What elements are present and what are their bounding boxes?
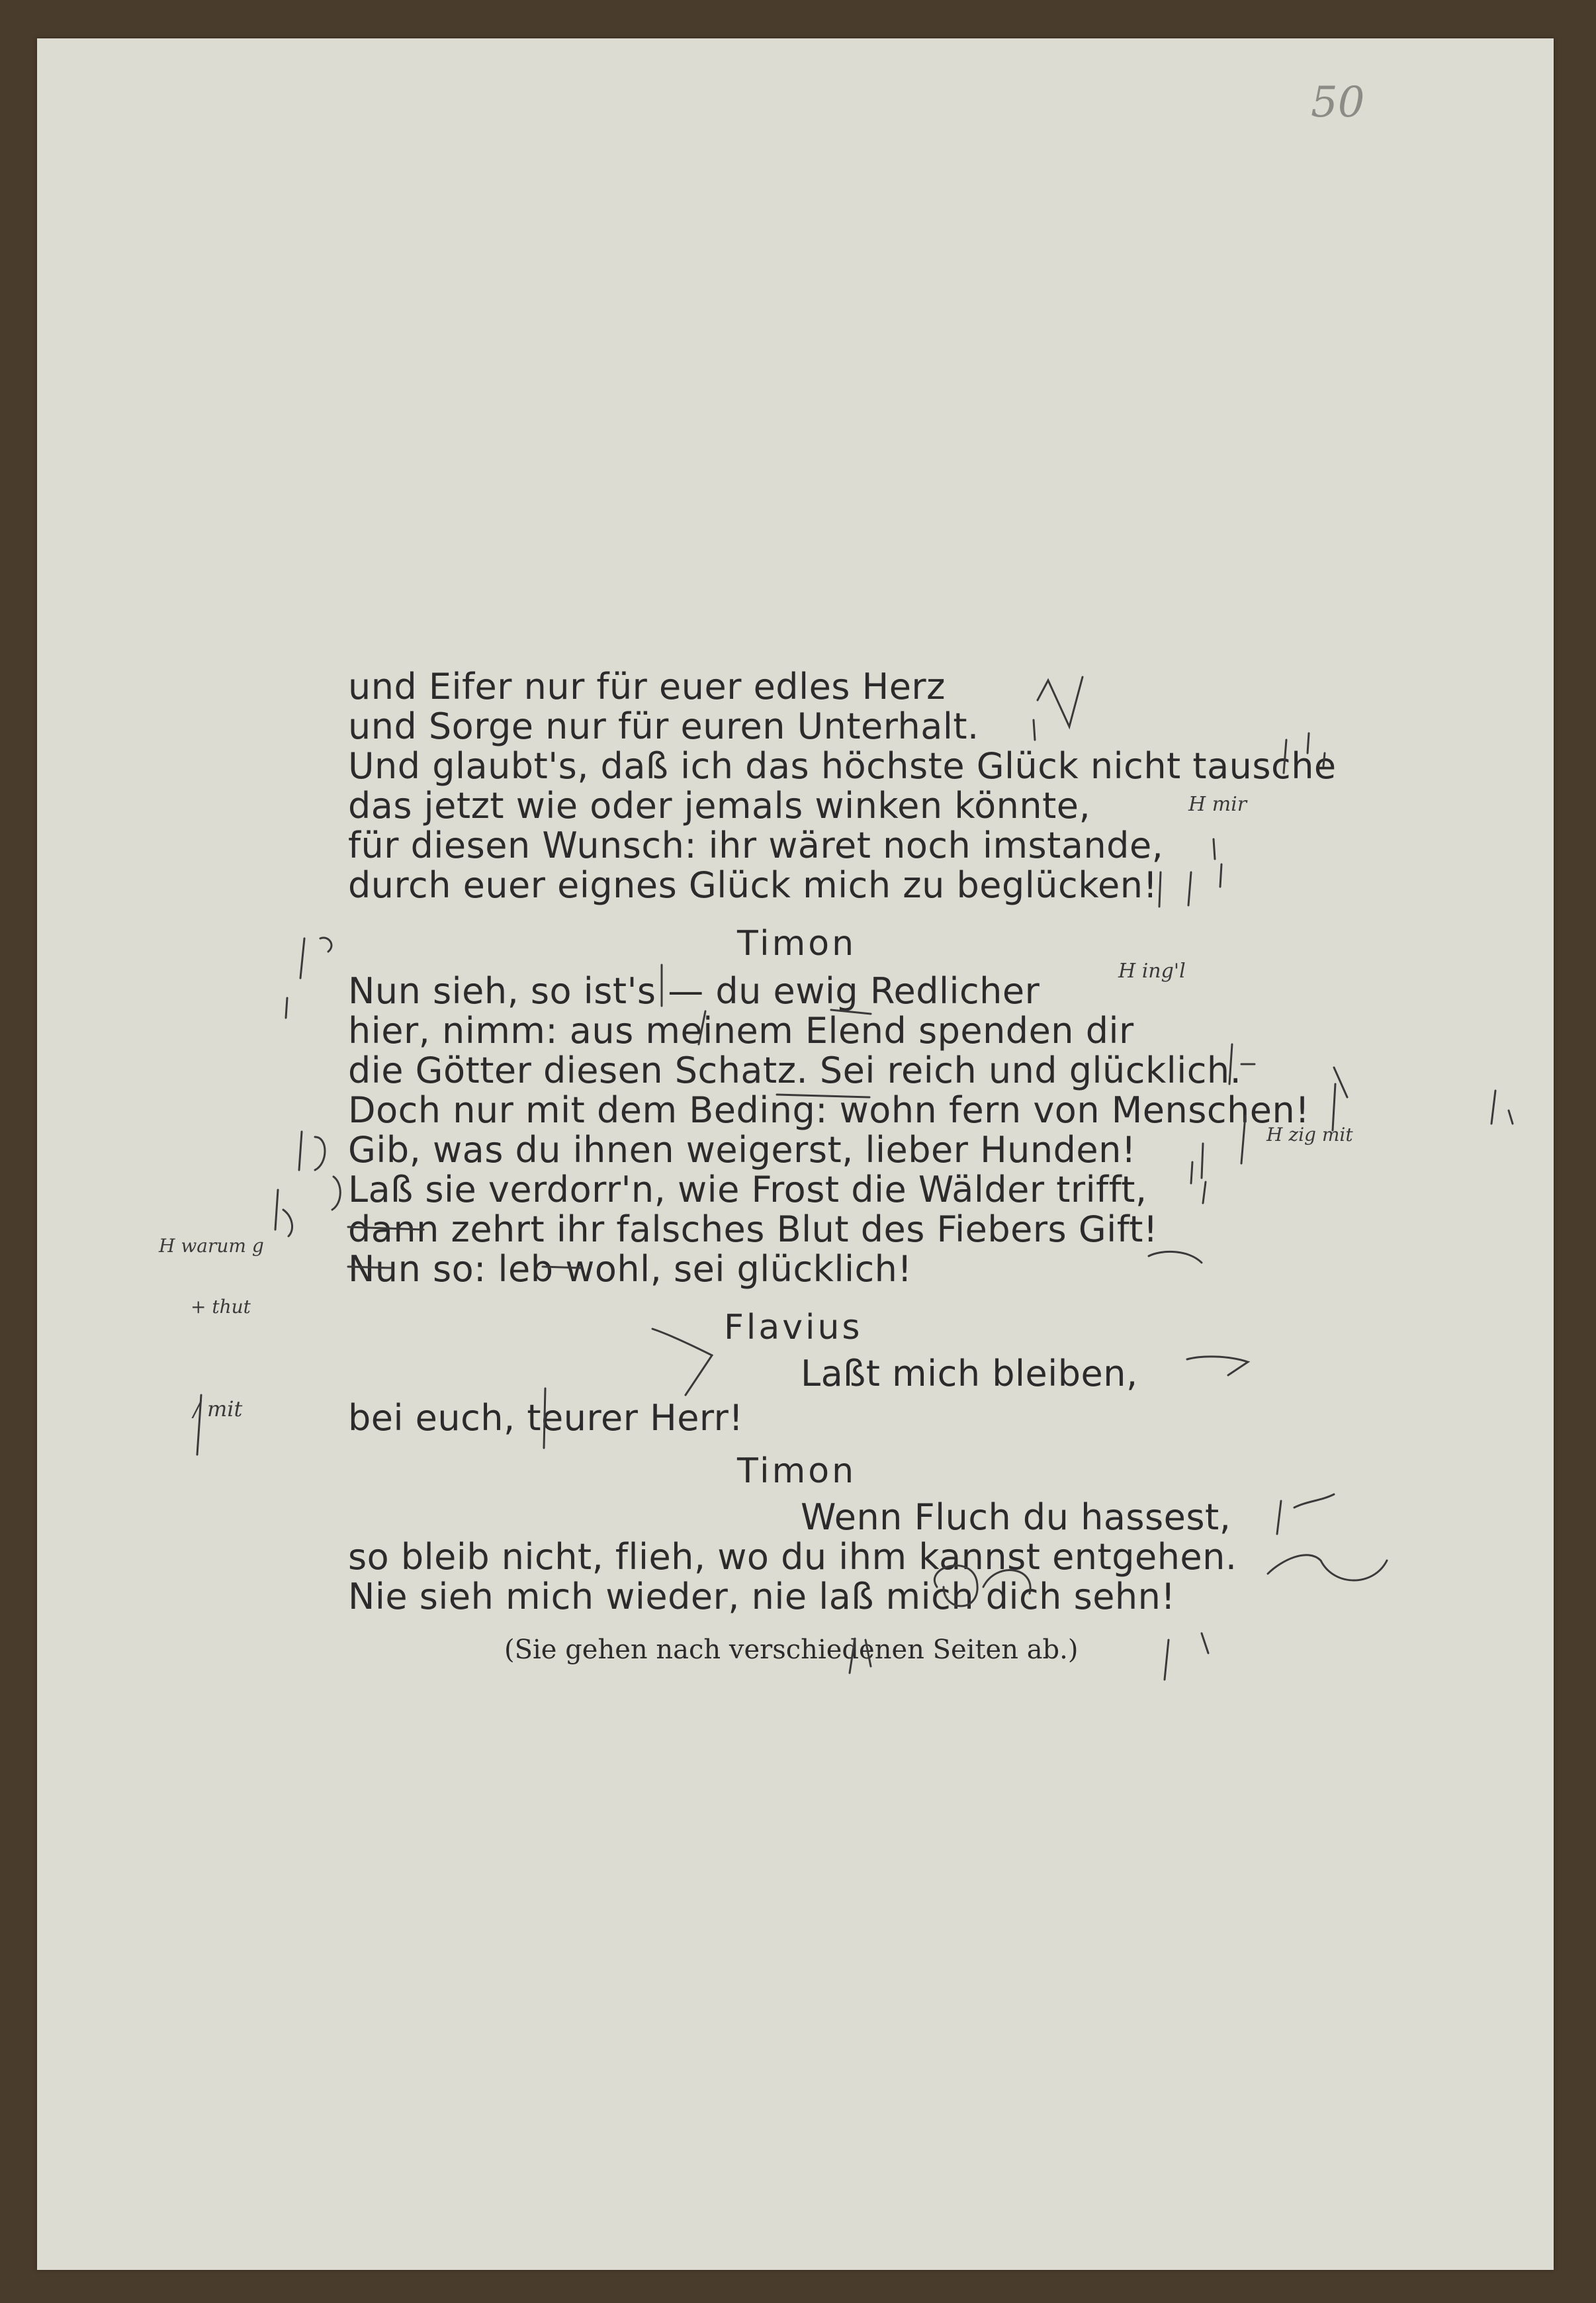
verse-line: für diesen Wunsch: ihr wäret noch imstande, — [348, 825, 1164, 866]
verse-line: die Götter diesen Schatz. Sei reich und glücklich. — [348, 1050, 1242, 1091]
verse-line: Nie sieh mich wieder, nie laß mich dich sehn! — [348, 1576, 1176, 1617]
speaker-name: Timon — [737, 1451, 857, 1491]
handwritten-note: H ing'l — [1118, 960, 1186, 983]
verse-line: Und glaubt's, daß ich das höchste Glück nicht tausche — [348, 745, 1337, 787]
handwritten-note: + thut — [191, 1296, 251, 1318]
verse-line: Nun so: leb wohl, sei glücklich! — [348, 1248, 912, 1290]
speaker-name: Timon — [737, 924, 857, 964]
handwritten-note: / mit — [193, 1396, 243, 1422]
handwritten-note: H warum g — [159, 1235, 264, 1257]
verse-line: Nun sieh, so ist's — du ewig Redlicher — [348, 970, 1040, 1012]
speaker-name: Flavius — [724, 1308, 863, 1347]
verse-line: so bleib nicht, flieh, wo du ihm kannst entgehen. — [348, 1536, 1237, 1578]
verse-line: bei euch, teurer Herr! — [348, 1397, 744, 1439]
handwritten-note: H zig mit — [1266, 1124, 1353, 1146]
handwritten-note: H mir — [1188, 793, 1247, 816]
verse-line: durch euer eignes Glück mich zu beglücken! — [348, 864, 1158, 906]
stage-direction: (Sie gehen nach verschiedenen Seiten ab.) — [504, 1635, 1079, 1665]
manuscript-page — [37, 38, 1554, 2270]
verse-line: Laßt mich bleiben, — [801, 1353, 1138, 1394]
verse-line: das jetzt wie oder jemals winken könnte, — [348, 785, 1091, 827]
verse-line: Gib, was du ihnen weigerst, lieber Hunden! — [348, 1129, 1136, 1171]
verse-line: hier, nimm: aus meinem Elend spenden dir — [348, 1010, 1134, 1052]
folio-number: 50 — [1311, 78, 1365, 127]
verse-line: und Sorge nur für euren Unterhalt. — [348, 705, 979, 747]
verse-line: Laß sie verdorr'n, wie Frost die Wälder trifft, — [348, 1169, 1147, 1210]
verse-line: und Eifer nur für euer edles Herz — [348, 666, 946, 707]
verse-line: Wenn Fluch du hassest, — [801, 1496, 1231, 1538]
verse-line: Doch nur mit dem Beding: wohn fern von Menschen! — [348, 1089, 1310, 1131]
verse-line: dann zehrt ihr falsches Blut des Fiebers Gift! — [348, 1208, 1159, 1250]
